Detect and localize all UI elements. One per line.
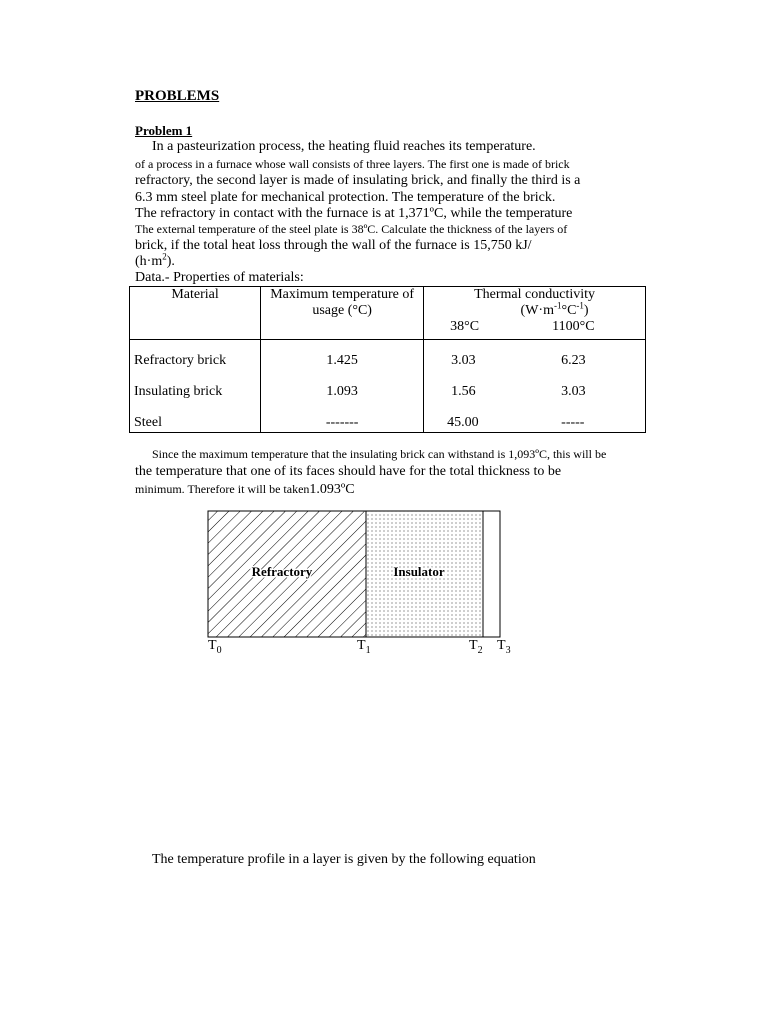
closing-line: The temperature profile in a layer is given by the following equation [152, 852, 536, 867]
row-steel-material: Steel [134, 415, 162, 430]
t3-label: $T_3$ [497, 638, 511, 656]
paragraph-line-6: The external temperature of the steel plate is 38ºC. Calculate the thickness of the layers of [135, 222, 568, 236]
problem-title: Problem 1 [135, 123, 193, 138]
t1-label: $T_1$ [357, 638, 371, 656]
refractory-label: Refractory [251, 564, 313, 579]
units-line: $(h\cdot m^2)$. [135, 251, 175, 269]
paragraph-line-1: In a pasteurization process, the heating fluid reaches its temperature. [152, 139, 536, 154]
row-refractory-max-temp: 1.425 [326, 353, 358, 368]
paragraph-line-7: brick, if the total heat loss through the wall of the furnace is 15,750 kJ/ [135, 238, 532, 253]
row-insulating-max-temp: 1.093 [326, 384, 358, 399]
paragraph-line-4: 6.3 mm steel plate for mechanical protection. The temperature of the brick. [135, 190, 556, 205]
row-steel-k38: 45.00 [447, 415, 479, 430]
since-line-3: minimum. Therefore it will be taken1.093ºC [135, 482, 355, 497]
data-label: Data.- Properties of materials: [135, 270, 304, 285]
row-insulating-k38: 1.56 [451, 384, 476, 399]
row-refractory-k1100: 6.23 [561, 353, 586, 368]
max-temp-column [261, 340, 424, 433]
header-max-temp: Maximum temperature of usage (°C) [261, 287, 424, 340]
material-column [130, 340, 261, 433]
conductivity-column [424, 340, 646, 433]
header-conductivity: Thermal conductivity $(W\cdot m^{-1}^\circ C^{-1})$ 38°C 1100°C [424, 287, 646, 340]
header-temp-38: 38°C [450, 319, 480, 334]
row-insulating-k1100: 3.03 [561, 384, 586, 399]
row-insulating-material: Insulating brick [134, 384, 223, 399]
since-line-1: Since the maximum temperature that the insulating brick can withstand is 1,093ºC, this will be [152, 447, 607, 461]
page-heading: PROBLEMS [135, 88, 220, 104]
row-refractory-k38: 3.03 [451, 353, 476, 368]
t2-label: $T_2$ [469, 638, 483, 656]
paragraph-line-3: refractory, the second layer is made of insulating brick, and finally the third is a [135, 173, 581, 188]
properties-table [129, 286, 646, 433]
paragraph-line-5: The refractory in contact with the furnace is at 1,371ºC, while the temperature [135, 206, 573, 221]
header-material: Material [130, 287, 261, 340]
header-temp-1100: 1100°C [552, 319, 595, 334]
t0-label: $T_0$ [208, 638, 222, 656]
wall-layers-diagram [207, 510, 503, 642]
row-refractory-material: Refractory brick [134, 353, 227, 368]
row-steel-max-temp: ------- [325, 415, 359, 430]
steel-layer [483, 511, 500, 637]
paragraph-line-2: of a process in a furnace whose wall consists of three layers. The first one is made of brick [135, 157, 570, 171]
insulator-label: Insulator [393, 564, 445, 579]
row-steel-k1100: ----- [561, 415, 585, 430]
since-line-2: the temperature that one of its faces should have for the total thickness to be [135, 464, 562, 479]
